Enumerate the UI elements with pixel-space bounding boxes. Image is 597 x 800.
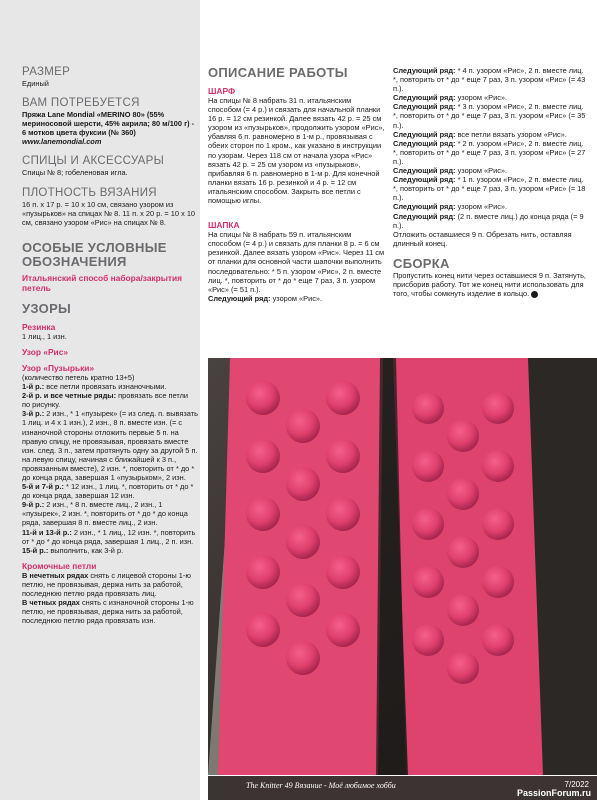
bubble-title: Узор «Пузырьки»: [22, 362, 95, 373]
hat-row-5: Следующий ряд: * 2 п. узором «Рис», 2 п. вместе лиц. *, повторить от * до * еще 7 раз, 3 п. узором «Рис» (= 27 п.).: [393, 138, 586, 166]
scarf-photo: [208, 358, 597, 775]
footer-watermark: PassionForum.ru: [516, 788, 591, 798]
footer-magazine: The Knitter 49 Вязание - Моё любимое хобби: [246, 781, 396, 790]
gauge-heading: ПЛОТНОСТЬ ВЯЗАНИЯ: [22, 186, 157, 199]
end-text: Отложить оставшиеся 9 п. Обрезать нить, оставляя длинный конец.: [393, 229, 572, 248]
hat-heading: ШАПКА: [208, 220, 240, 231]
bubble-text: (количество петель кратно 13+5): [22, 372, 135, 382]
end-mark-icon: [531, 291, 538, 298]
footer-issue: 7/2022: [564, 780, 589, 789]
rib-title: Резинка: [22, 321, 56, 332]
continuation-column: [393, 66, 589, 298]
row-11: 11-й и 13-й р.: 2 изн., * 1 лиц., 12 изн. *, повторить от * до * до конца ряда, завершая 1 лиц., 2 п. изн.: [22, 527, 196, 546]
italian-method: Итальянский способ набора/закрытия петель: [22, 272, 183, 293]
description-column: [208, 66, 386, 303]
hat-next-row: Следующий ряд: узором «Рис».: [208, 293, 323, 303]
rib-text: 1 лиц., 1 изн.: [22, 331, 67, 341]
hat-rows-list: [393, 66, 589, 230]
special-heading: ОСОБЫЕ УСЛОВНЫЕ ОБОЗНАЧЕНИЯ: [22, 239, 167, 269]
edge-even: В четных рядах снять с изнаночной стороны 1-ю петлю, не провязывая, держа нить за работой, последнюю петлю ряда провязать изн.: [22, 598, 194, 626]
need-heading: ВАМ ПОТРЕБУЕТСЯ: [22, 97, 140, 110]
row-2: 2-й р. и все четные ряды: провязать все петли по рисунку.: [22, 391, 189, 410]
edge-odd: В нечетных рядах снять с лицевой стороны 1-ю петлю, не провязывая, держа нить за работой, последнюю петлю ряда провязать лиц.: [22, 570, 191, 598]
hat-row-9: Следующий ряд: (2 п. вместе лиц.) до конца ряда (= 9 п.).: [393, 211, 584, 230]
hat-row-7: Следующий ряд: * 1 п. узором «Рис», 2 п. вместе лиц. *, повторить от * до * еще 7 раз, 3 п. узором «Рис» (= 18 п.).: [393, 175, 586, 203]
rice-title: Узор «Рис»: [22, 346, 69, 357]
scarf-heading: ШАРФ: [208, 86, 236, 96]
page-footer: [208, 776, 597, 800]
edge-title: Кромочные петли: [22, 560, 97, 571]
hat-row-3: Следующий ряд: * 3 п. узором «Рис», 2 п. вместе лиц. *, повторить от * до * еще 7 раз, 3 п. узором «Рис» (= 35 п.).: [393, 102, 586, 130]
patterns-heading: УЗОРЫ: [22, 300, 72, 316]
hat-text: На спицы № 8 набрать 59 п. итальянским способом (= 4 р.) и связать для планки 8 р. = 6 см резинкой. Далее вязать узором «Рис». Через 11 см от планки для основной части шапочки выполнить последовательно: * 5 п. узором «Рис», 2 п. вместе лиц. *, повторить от * до * еще 7 раз, 3 п. узором «Рис» (= 51 п.).: [208, 230, 385, 294]
hat-row-8: Следующий ряд: узором «Рис».: [393, 202, 508, 212]
materials-column: [22, 66, 198, 625]
assembly-heading: СБОРКА: [393, 255, 450, 271]
needles-text: Спицы № 8; гобеленовая игла.: [22, 168, 128, 178]
size-heading: РАЗМЕР: [22, 66, 71, 78]
gauge-text: 16 п. х 17 р. = 10 х 10 см, связано узором из «пузырьков» на спицах № 8. 11 п. х 20 р. = 10 х 10 см, связано узором «Рис» на спицах № 8.: [22, 199, 196, 227]
row-3: 3-й р.: 2 изн., * 1 «пузырек» (= из след. п. вывязать 1 лиц. и 4 х 1 изн.), 2 изн., 8 п. вместе изн. (= с изнаночной стороны отложить первые 5 п. на правую спицу, не провязывая, провязать вместе изн. след. 3 п., затем протянуть одну за другой 5 п. на левую спицу, начиная с ближайшей к 3 п., провязанным вместе), 2 изн. *, повторить от * до * до конца ряда, завершая 1 «пузырьком», 2 изн.: [22, 409, 198, 482]
row-9: 9-й р.: 2 изн., * 8 п. вместе лиц., 2 изн., 1 «пузырек», 2 изн. *, повторить от * до * до конца ряда, завершая 8 п. вместе лиц., 2 изн.: [22, 500, 188, 528]
row-5: 5-й и 7-й р.: * 12 изн., 1 лиц. *, повторить от * до * до конца ряда, завершая 12 изн.: [22, 482, 194, 501]
hat-row-4: Следующий ряд: все петли вязать узором «Рис».: [393, 129, 567, 139]
size-value: Единый: [22, 79, 49, 88]
assembly-text: Пропустить конец нити через оставшиеся 9 п. Затянуть, присборив работу. Тот же конец нити использовать для того, чтобы сомкнуть изделие в кольцо.: [393, 270, 586, 299]
need-text: Пряжа Lane Mondial «MERINO 80» (55% мериносовой шерсти, 45% акрила; 80 м/100 г) - 6 мотков цвета фуксии (№ 360): [22, 110, 195, 138]
row-1: 1-й р.: все петли провязать изнаночными.: [22, 382, 167, 392]
hat-row-1: Следующий ряд: * 4 п. узором «Рис», 2 п. вместе лиц. *, повторить от * до * еще 7 раз, 3 п. узором «Рис» (= 43 п.).: [393, 66, 586, 94]
scarf-text: На спицы № 8 набрать 31 п. итальянским способом (= 4 р.) и связать для начальной планки 16 р. = 12 см резинкой. Далее вязать 42 р. = 25 см узором из «пузырьков», продолжить узором «Рис», убавляя 6 п. равномерно в 1-м р., провязывая с обеих сторон по 1 кром., как указано в инструкции по узорам. Через 118 см от начала узора «Рис» вязать 42 р. = 25 см узором из «пузырьков», прибавляя 6 п. равномерно в 1-м р. Для конечной планки вязать 16 р. резинкой и 4 р. = 12 см итальянским способом. Закрыть все петли с помощью иглы.: [208, 96, 385, 206]
description-heading: ОПИСАНИЕ РАБОТЫ: [208, 65, 348, 80]
need-link: www.lanemondial.com: [22, 137, 102, 147]
hat-row-2: Следующий ряд: узором «Рис».: [393, 93, 508, 103]
row-15: 15-й р.: выполнить, как 3-й р.: [22, 545, 124, 555]
hat-row-6: Следующий ряд: узором «Рис».: [393, 166, 508, 176]
needles-heading: СПИЦЫ И АКСЕССУАРЫ: [22, 155, 165, 168]
